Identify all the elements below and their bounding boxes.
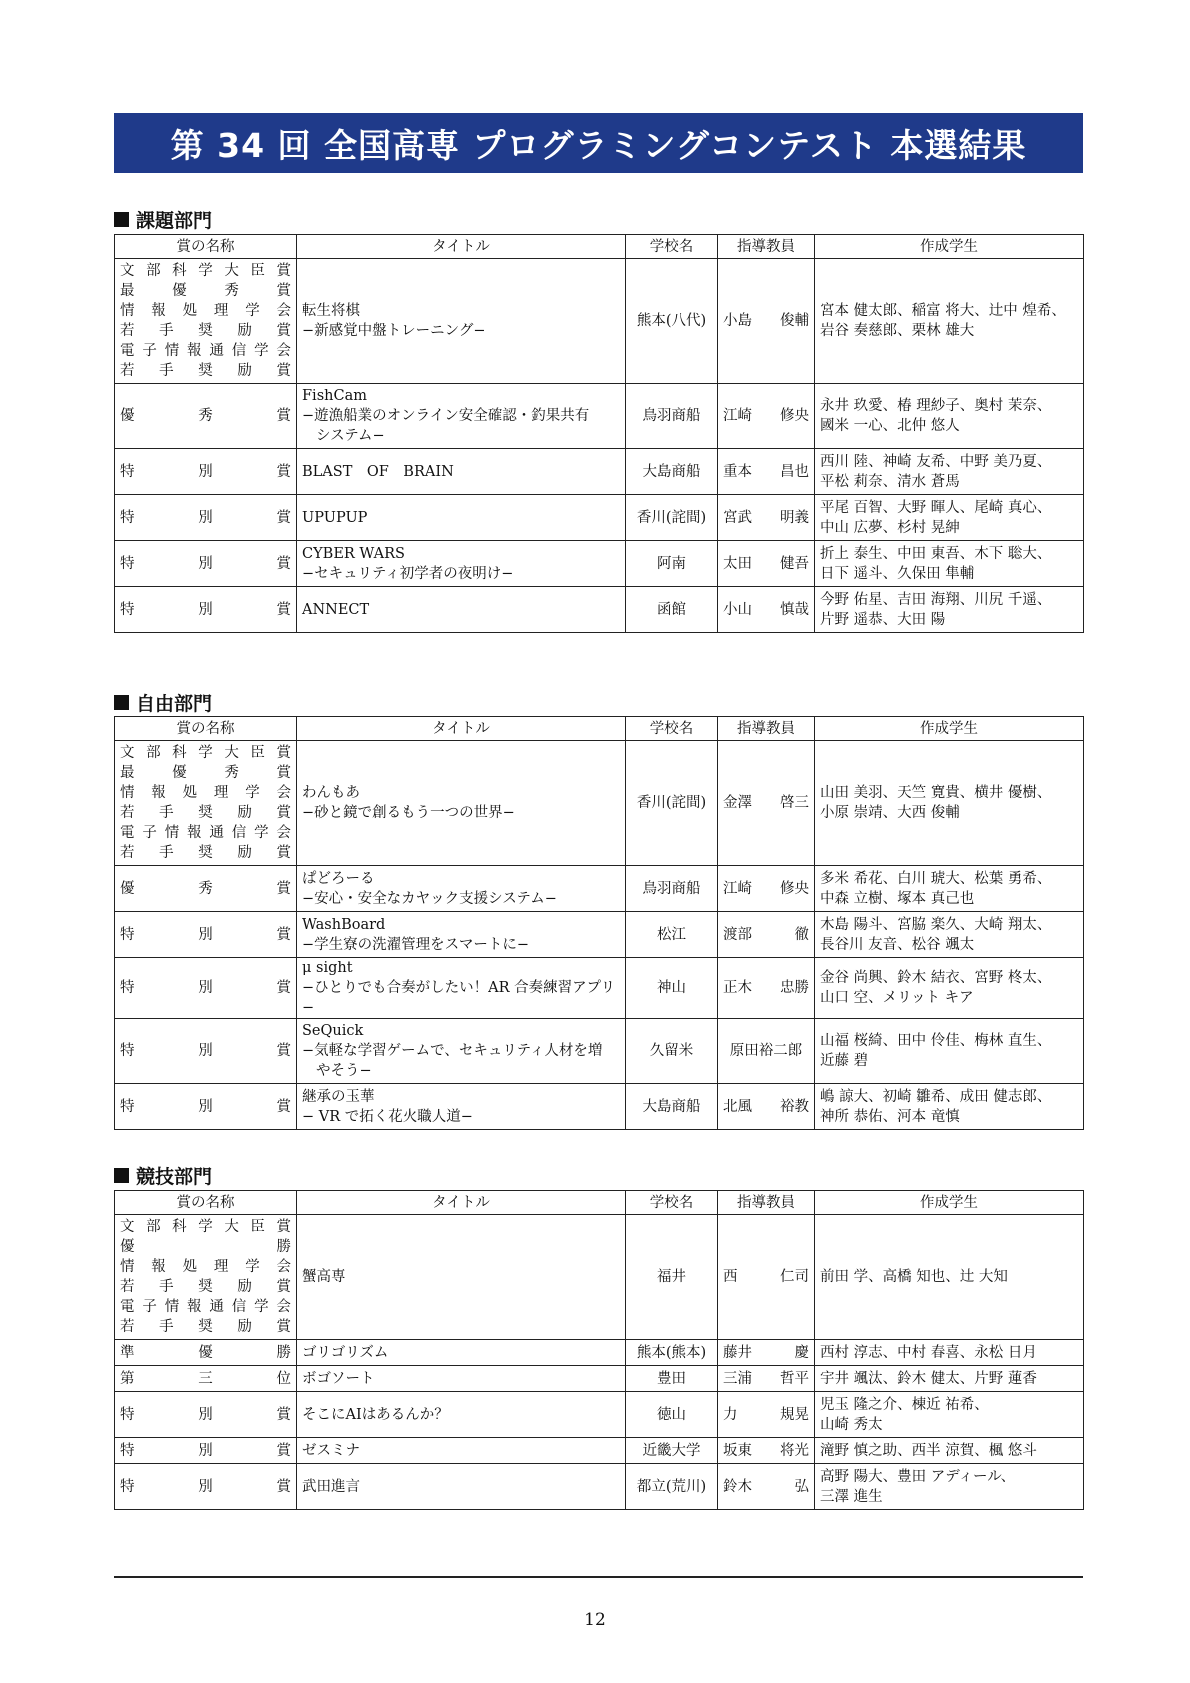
award-cell (115, 384, 297, 449)
title-cell (297, 1392, 626, 1438)
award-cell (115, 912, 297, 958)
student-line: 山崎 秀太 (820, 1416, 883, 1433)
section-title: 自由部門 (136, 692, 213, 715)
award-line: 特 別 賞 (120, 1406, 291, 1423)
table-row (115, 741, 1084, 866)
award-cell (115, 866, 297, 912)
teacher-cell (718, 1084, 815, 1130)
student-line: 山田 美羽、天竺 寛貴、横井 優樹、 (820, 785, 1052, 801)
students-cell (815, 912, 1084, 958)
teacher-name: 原田裕二郎 (729, 1043, 803, 1059)
teacher-name: 小島 俊輔 (723, 313, 809, 329)
student-line: 高野 陽大、豊田 アディール、 (820, 1468, 1016, 1485)
school-cell: 近畿大学 (626, 1438, 718, 1464)
table-row (115, 449, 1084, 495)
award-line: 特 別 賞 (120, 1442, 291, 1459)
teacher-cell (718, 1019, 815, 1084)
school-cell: 久留米 (626, 1019, 718, 1084)
table-row (115, 866, 1084, 912)
school-cell: 鳥羽商船 (626, 866, 718, 912)
student-line: 岩谷 奏慈郎、栗林 雄大 (820, 323, 975, 339)
table-row (115, 1438, 1084, 1464)
students-cell (815, 495, 1084, 541)
title-line: ANNECT (302, 601, 370, 618)
award-line: 文 部 科 学 大 臣 賞 (120, 1219, 291, 1235)
student-line: 児玉 隆之介、棟近 祐希、 (820, 1396, 989, 1413)
title-line: 継承の玉華 (302, 1088, 375, 1105)
award-cell (115, 1019, 297, 1084)
school-cell: 香川(詫間) (626, 741, 718, 866)
header-school: 学校名 (626, 1191, 718, 1215)
student-line: 嶋 諒大、初崎 雛希、成田 健志郎、 (820, 1088, 1052, 1105)
table-row (115, 1366, 1084, 1392)
student-line: 金谷 尚興、鈴木 結衣、宮野 柊太、 (820, 970, 1052, 986)
results-table-jiyu (114, 716, 1084, 1130)
award-cell (115, 1392, 297, 1438)
teacher-name: 三浦 哲平 (723, 1370, 809, 1387)
award-cell (115, 741, 297, 866)
award-line: 情 報 処 理 学 会 (120, 785, 291, 801)
school-cell: 松江 (626, 912, 718, 958)
square-bullet-icon (114, 695, 129, 710)
students-cell (815, 1464, 1084, 1510)
students-cell (815, 384, 1084, 449)
header-school: 学校名 (626, 235, 718, 259)
table-row (115, 259, 1084, 384)
award-line: 第 三 位 (120, 1370, 291, 1387)
students-cell (815, 1084, 1084, 1130)
teacher-name: 西 仁司 (723, 1269, 809, 1285)
award-line: 特 別 賞 (120, 555, 291, 572)
table-row (115, 1392, 1084, 1438)
award-line: 文 部 科 学 大 臣 賞 (120, 263, 291, 279)
school-cell: 豊田 (626, 1366, 718, 1392)
table-row (115, 541, 1084, 587)
students-cell (815, 587, 1084, 633)
award-cell (115, 259, 297, 384)
school-cell: 大島商船 (626, 449, 718, 495)
teacher-cell (718, 1464, 815, 1510)
table-row (115, 495, 1084, 541)
award-cell (115, 958, 297, 1019)
title-line: −学生寮の洗濯管理をスマートに− (302, 936, 530, 953)
students-cell (815, 1392, 1084, 1438)
footer-divider (114, 1576, 1083, 1578)
teacher-cell (718, 1438, 815, 1464)
student-line: 山口 空、メリット キア (820, 990, 974, 1006)
school-cell: 熊本(八代) (626, 259, 718, 384)
title-line: WashBoard (302, 916, 386, 933)
header-school: 学校名 (626, 717, 718, 741)
header-students: 作成学生 (815, 235, 1084, 259)
award-line: 文 部 科 学 大 臣 賞 (120, 745, 291, 761)
student-line: 永井 玖愛、椿 理紗子、奥村 茉奈、 (820, 398, 1052, 414)
school-cell: 鳥羽商船 (626, 384, 718, 449)
students-cell (815, 1438, 1084, 1464)
header-title: タイトル (297, 235, 626, 259)
header-award: 賞の名称 (115, 717, 297, 741)
award-line: 情 報 処 理 学 会 (120, 1259, 291, 1275)
title-line: μ sight (302, 960, 353, 976)
title-cell (297, 958, 626, 1019)
students-cell (815, 1366, 1084, 1392)
student-line: 平松 莉奈、清水 蒼馬 (820, 473, 960, 490)
award-cell (115, 1340, 297, 1366)
students-cell (815, 1019, 1084, 1084)
student-line: 前田 学、高橋 知也、辻 大知 (820, 1269, 1008, 1285)
award-cell (115, 1464, 297, 1510)
title-cell (297, 1019, 626, 1084)
teacher-name: 正木 忠勝 (723, 980, 809, 996)
school-cell: 函館 (626, 587, 718, 633)
student-line: 今野 佑星、吉田 海翔、川尻 千遥、 (820, 591, 1052, 608)
award-line: 若 手 奨 励 賞 (120, 1319, 291, 1335)
header-teacher: 指導教員 (718, 717, 815, 741)
title-line: −砂と鏡で創るもう一つの世界− (302, 805, 515, 821)
students-cell (815, 541, 1084, 587)
student-line: 日下 遥斗、久保田 隼輔 (820, 565, 975, 582)
student-line: 長谷川 友音、松谷 颯太 (820, 936, 975, 953)
students-cell (815, 449, 1084, 495)
header-teacher: 指導教員 (718, 1191, 815, 1215)
award-cell (115, 1438, 297, 1464)
table-row (115, 912, 1084, 958)
title-cell (297, 912, 626, 958)
teacher-cell (718, 384, 815, 449)
title-cell (297, 541, 626, 587)
award-line: 特 別 賞 (120, 509, 291, 526)
title-line: CYBER WARS (302, 545, 405, 562)
school-cell: 福井 (626, 1215, 718, 1340)
school-cell: 神山 (626, 958, 718, 1019)
award-line: 若 手 奨 励 賞 (120, 805, 291, 821)
section-title: 競技部門 (136, 1165, 213, 1188)
title-cell (297, 587, 626, 633)
teacher-cell (718, 1215, 815, 1340)
student-line: 平尾 百智、大野 暉人、尾崎 真心、 (820, 499, 1052, 516)
table-row (115, 1215, 1084, 1340)
teacher-name: 小山 慎哉 (723, 601, 809, 618)
title-line: そこにAIはあるんか？ (302, 1406, 449, 1423)
section-heading-jiyu (114, 690, 212, 714)
students-cell (815, 741, 1084, 866)
title-line: システム− (316, 428, 385, 444)
students-cell (815, 259, 1084, 384)
table-row (115, 1084, 1084, 1130)
award-line: 情 報 処 理 学 会 (120, 303, 291, 319)
award-line: 電 子 情 報 通 信 学 会 (120, 343, 291, 359)
student-line: 小原 崇靖、大西 俊輔 (820, 805, 960, 821)
school-cell: 阿南 (626, 541, 718, 587)
teacher-name: 宮武 明義 (723, 509, 809, 526)
title-line: UPUPUP (302, 509, 368, 526)
school-cell: 徳山 (626, 1392, 718, 1438)
title-cell (297, 741, 626, 866)
award-line: 若 手 奨 励 賞 (120, 1279, 291, 1295)
results-table-kadai (114, 234, 1084, 633)
award-line: 若 手 奨 励 賞 (120, 323, 291, 339)
student-line: 三澤 進生 (820, 1488, 883, 1505)
header-students: 作成学生 (815, 1191, 1084, 1215)
title-cell (297, 1215, 626, 1340)
student-line: 西川 陸、神崎 友希、中野 美乃夏、 (820, 453, 1052, 470)
award-line: 若 手 奨 励 賞 (120, 845, 291, 861)
title-cell (297, 866, 626, 912)
student-line: 山福 桜綺、田中 伶佳、梅林 直生、 (820, 1033, 1052, 1049)
school-cell: 大島商船 (626, 1084, 718, 1130)
title-line: −遊漁船業のオンライン安全確認・釣果共有 (302, 408, 590, 424)
students-cell (815, 866, 1084, 912)
teacher-name: 江崎 修央 (723, 408, 809, 424)
title-line: −安心・安全なカヤック支援システム− (302, 890, 557, 907)
teacher-name: 北風 裕教 (723, 1098, 809, 1115)
student-line: 近藤 碧 (820, 1053, 869, 1069)
section-heading-kyogi (114, 1163, 212, 1187)
student-line: 西村 淳志、中村 春喜、永松 日月 (820, 1344, 1037, 1361)
award-line: 特 別 賞 (120, 1098, 291, 1115)
teacher-name: 太田 健吾 (723, 555, 809, 572)
teacher-cell (718, 958, 815, 1019)
award-line: 電 子 情 報 通 信 学 会 (120, 825, 291, 841)
teacher-cell (718, 495, 815, 541)
teacher-name: 坂東 将光 (723, 1442, 809, 1459)
title-cell (297, 259, 626, 384)
award-line: 最 優 秀 賞 (120, 765, 291, 781)
title-line: わんもあ (302, 785, 360, 801)
teacher-name: 重本 昌也 (723, 463, 809, 480)
award-line: 電 子 情 報 通 信 学 会 (120, 1299, 291, 1315)
teacher-cell (718, 912, 815, 958)
title-line: やそう− (316, 1063, 372, 1079)
title-line: −新感覚中盤トレーニング− (302, 323, 486, 339)
student-line: 中山 広夢、杉村 晃紳 (820, 519, 960, 536)
title-cell (297, 1464, 626, 1510)
title-cell (297, 449, 626, 495)
header-row (115, 717, 1084, 741)
school-cell: 都立(荒川) (626, 1464, 718, 1510)
title-line: ゴリゴリズム (302, 1344, 389, 1361)
table-row (115, 1340, 1084, 1366)
title-line: −セキュリティ初学者の夜明け− (302, 565, 514, 582)
teacher-cell (718, 541, 815, 587)
student-line: 神所 恭佑、河本 竜慎 (820, 1108, 960, 1125)
square-bullet-icon (114, 212, 129, 227)
award-line: 優 秀 賞 (120, 408, 291, 424)
header-row (115, 1191, 1084, 1215)
title-line: 蟹高専 (302, 1269, 346, 1285)
student-line: 多米 希花、白川 琥大、松葉 勇希、 (820, 870, 1052, 887)
teacher-name: 藤井 慶 (723, 1344, 809, 1361)
student-line: 滝野 慎之助、西半 涼賀、楓 悠斗 (820, 1442, 1037, 1459)
title-line: ボゴソート (302, 1370, 375, 1387)
title-cell (297, 1438, 626, 1464)
title-line: BLAST OF BRAIN (302, 463, 454, 480)
award-line: 特 別 賞 (120, 926, 291, 943)
teacher-name: 鈴木 弘 (723, 1478, 809, 1495)
award-line: 特 別 賞 (120, 1478, 291, 1495)
award-cell (115, 1084, 297, 1130)
title-cell (297, 495, 626, 541)
award-cell (115, 541, 297, 587)
award-cell (115, 449, 297, 495)
award-line: 優 勝 (120, 1239, 291, 1255)
page-number: 12 (584, 1610, 606, 1630)
table-row (115, 587, 1084, 633)
header-students: 作成学生 (815, 717, 1084, 741)
student-line: 宮本 健太郎、稲富 将大、辻中 煌希、 (820, 303, 1066, 319)
header-row (115, 235, 1084, 259)
teacher-name: 力 規晃 (723, 1406, 809, 1423)
title-line: −ひとりでも合奏がしたい！AR 合奏練習アプリ− (302, 980, 616, 1016)
students-cell (815, 1340, 1084, 1366)
award-cell (115, 587, 297, 633)
teacher-cell (718, 259, 815, 384)
section-title: 課題部門 (136, 209, 213, 232)
teacher-name: 江崎 修央 (723, 880, 809, 897)
title-line: ぱどろーる (302, 870, 375, 887)
teacher-cell (718, 449, 815, 495)
teacher-cell (718, 866, 815, 912)
teacher-cell (718, 1392, 815, 1438)
table-row (115, 1464, 1084, 1510)
award-line: 準 優 勝 (120, 1344, 291, 1361)
header-title: タイトル (297, 1191, 626, 1215)
school-cell: 香川(詫間) (626, 495, 718, 541)
student-line: 折上 泰生、中田 東吾、木下 聡大、 (820, 545, 1052, 562)
title-line: − VR で拓く花火職人道− (302, 1108, 473, 1125)
student-line: 片野 遥恭、大田 陽 (820, 611, 946, 628)
title-line: −気軽な学習ゲームで、セキュリティ人材を増 (302, 1043, 603, 1059)
title-cell (297, 1366, 626, 1392)
student-line: 中森 立樹、塚本 真己也 (820, 890, 975, 907)
header-title: タイトル (297, 717, 626, 741)
table-row (115, 1019, 1084, 1084)
section-heading-kadai (114, 207, 212, 231)
students-cell (815, 1215, 1084, 1340)
title-cell (297, 384, 626, 449)
header-award: 賞の名称 (115, 1191, 297, 1215)
header-award: 賞の名称 (115, 235, 297, 259)
header-teacher: 指導教員 (718, 235, 815, 259)
award-line: 優 秀 賞 (120, 880, 291, 897)
page-title: 第 34 回 全国高専 プログラミングコンテスト 本選結果 (114, 113, 1083, 173)
table-row (115, 384, 1084, 449)
award-line: 若 手 奨 励 賞 (120, 363, 291, 379)
title-line: 武田進言 (302, 1478, 360, 1495)
title-line: FishCam (302, 388, 367, 404)
award-line: 特 別 賞 (120, 601, 291, 618)
award-line: 最 優 秀 賞 (120, 283, 291, 299)
award-line: 特 別 賞 (120, 980, 291, 996)
teacher-cell (718, 1340, 815, 1366)
title-cell (297, 1340, 626, 1366)
award-cell (115, 1366, 297, 1392)
results-table-kyogi (114, 1190, 1084, 1510)
students-cell (815, 958, 1084, 1019)
square-bullet-icon (114, 1168, 129, 1183)
title-line: ゼスミナ (302, 1442, 360, 1459)
teacher-cell (718, 741, 815, 866)
student-line: 宇井 颯汰、鈴木 健太、片野 蓮香 (820, 1370, 1037, 1387)
school-cell: 熊本(熊本) (626, 1340, 718, 1366)
teacher-name: 金澤 啓三 (723, 795, 809, 811)
student-line: 木島 陽斗、宮脇 楽久、大崎 翔太、 (820, 916, 1052, 933)
award-line: 特 別 賞 (120, 463, 291, 480)
student-line: 國米 一心、北仲 悠人 (820, 418, 960, 434)
award-line: 特 別 賞 (120, 1043, 291, 1059)
award-cell (115, 495, 297, 541)
title-line: 転生将棋 (302, 303, 360, 319)
title-cell (297, 1084, 626, 1130)
teacher-cell (718, 587, 815, 633)
teacher-cell (718, 1366, 815, 1392)
title-line: SeQuick (302, 1023, 364, 1039)
table-row (115, 958, 1084, 1019)
award-cell (115, 1215, 297, 1340)
teacher-name: 渡部 徹 (723, 926, 809, 943)
